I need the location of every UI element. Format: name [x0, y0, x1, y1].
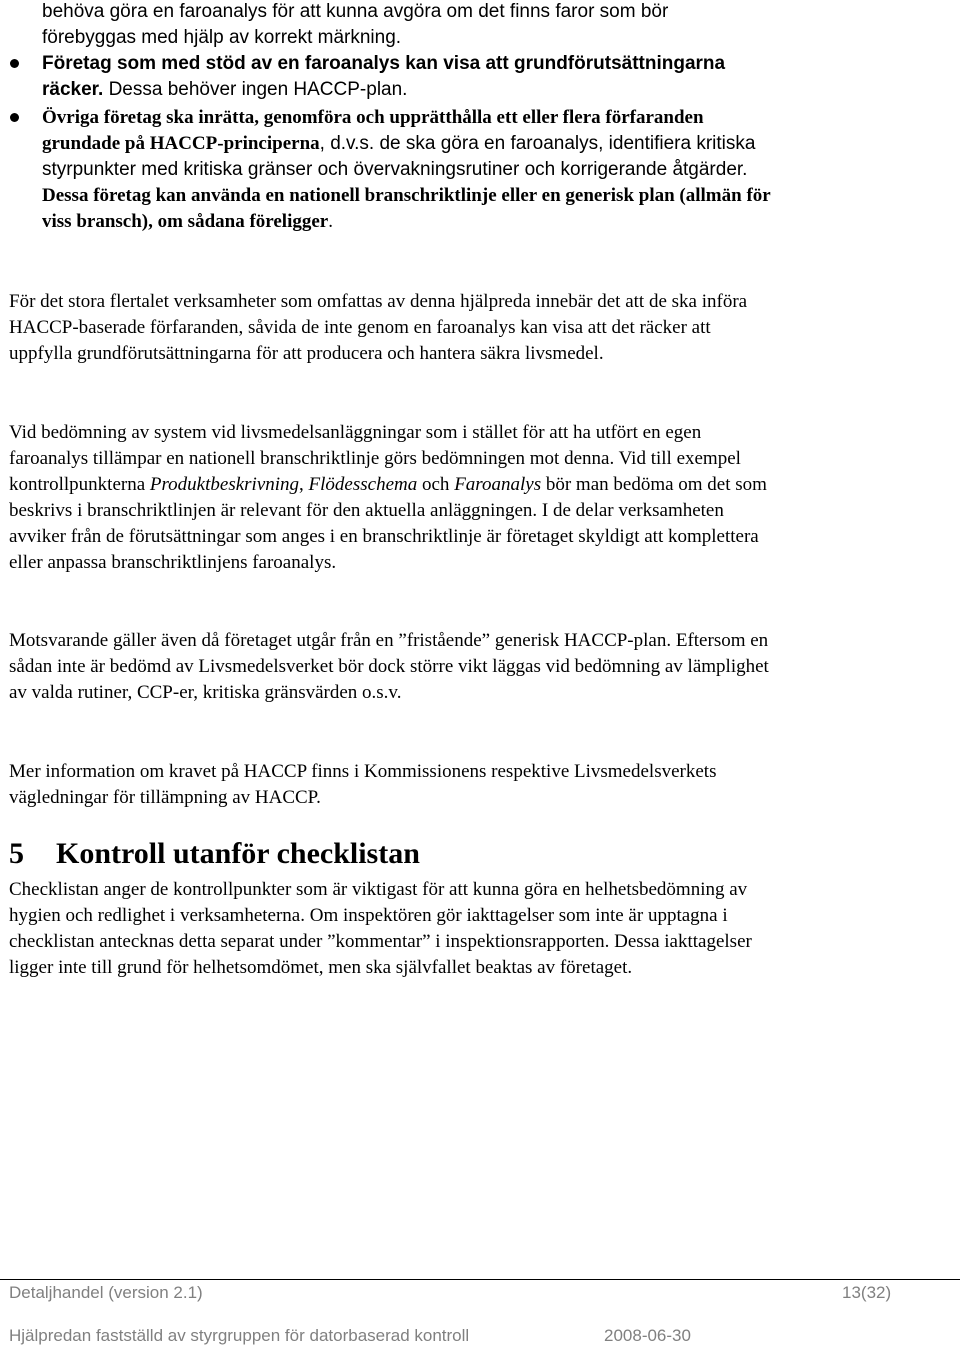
bullet-2-text: , d.v.s. de ska göra en faroanalys, identifiera kritiska styrpunkter med kritiska gränser och övervakningsrutiner och korrigerande åtgärder. — [42, 133, 756, 180]
bullet-1-text: Dessa behöver ingen HACCP-plan. — [103, 79, 408, 100]
paragraph-2-text-a: Vid bedömning av system vid livsmedelsanläggningar som i stället för att ha utfört en egen faroanalys tillämpar en nationell branschriktlinje görs bedömningen mot denna. Vid till exempel kontrollpunkterna — [9, 422, 741, 495]
bullet-2-end: . — [328, 211, 333, 232]
term-produktbeskrivning: Produktbeskrivning — [149, 474, 300, 495]
bullet-2-bold-text-b: Dessa företag kan använda en nationell branschriktlinje eller en generisk plan (allmän för viss bransch), om sådana föreligger — [42, 185, 771, 232]
paragraph-haccp-intro: För det stora flertalet verksamheter som omfattas av denna hjälpreda innebär det att de ska införa HACCP-baserade förfaranden, såvida de inte genom en faroanalys kan visa att det räcker att uppfylla grundförutsättningarna för att producera och hantera säkra livsmedel. — [9, 291, 748, 364]
paragraph-generisk-plan: Motsvarande gäller även då företaget utgår från en ”fristående” generisk HACCP-plan. Eftersom en sådan inte är bedömd av Livsmedelsverket bör dock större vikt läggas vid bedömning av lämplighet av valda rutiner, CCP-er, kritiska gränsvärden o.s.v. — [9, 630, 769, 703]
footer-divider — [0, 1279, 960, 1280]
paragraph-2-text-b: bör man bedöma om det som beskrivs i branschriktlinjen är relevant för den aktuella anläggningen. I de delar verksamheten avviker från de förutsättningar som anges i en branschriktlinje är företaget skyldigt att komplettera eller anpassa branschriktlinjens faroanalys. — [9, 474, 767, 573]
footer-page-number: 13(32) — [842, 1283, 892, 1302]
section-heading — [9, 835, 420, 873]
term-flodesschema: Flödesschema — [308, 474, 418, 495]
section-title: Kontroll utanför checklistan — [56, 837, 420, 870]
section-number: 5 — [9, 837, 24, 870]
bullet-1-bold-text: Företag som med stöd av en faroanalys kan visa att grundförutsättningarna räcker. — [42, 53, 726, 100]
bullet-icon — [10, 59, 19, 68]
footer-date: 2008-06-30 — [604, 1326, 691, 1345]
paragraph-2-and: och — [417, 474, 455, 495]
paragraph-mer-information: Mer information om kravet på HACCP finns i Kommissionens respektive Livsmedelsverkets vägledningar för tillämpning av HACCP. — [9, 761, 717, 808]
section-body: Checklistan anger de kontrollpunkter som är viktigast för att kunna göra en helhetsbedömning av hygien och redlighet i verksamheterna. Om inspektören gör iakttagelser som inte är upptagna i checklistan antecknas detta separat under ”kommentar” i inspektionsrapporten. Dessa iakttagelser ligger inte till grund för helhetsomdömet, men ska självfallet beaktas av företaget. — [9, 879, 752, 978]
continuation-line-1: behöva göra en faroanalys för att kunna avgöra om det finns faror som bör — [42, 1, 669, 22]
paragraph-2-separator: , — [299, 474, 309, 495]
paragraph-branschriktlinje — [9, 420, 769, 576]
bullet-2-bold-text-a: Övriga företag ska inrätta, genomföra och upprätthålla ett eller flera förfaranden grundade på HACCP-principerna — [42, 107, 704, 154]
continuation-text — [42, 0, 782, 51]
footer-approval: Hjälpredan fastställd av styrgruppen för datorbaserad kontroll — [9, 1326, 470, 1345]
term-faroanalys: Faroanalys — [454, 474, 542, 495]
bullet-icon — [10, 113, 19, 122]
footer-document-name: Detaljhandel (version 2.1) — [9, 1283, 203, 1302]
continuation-line-2: förebyggas med hjälp av korrekt märkning. — [42, 27, 402, 48]
